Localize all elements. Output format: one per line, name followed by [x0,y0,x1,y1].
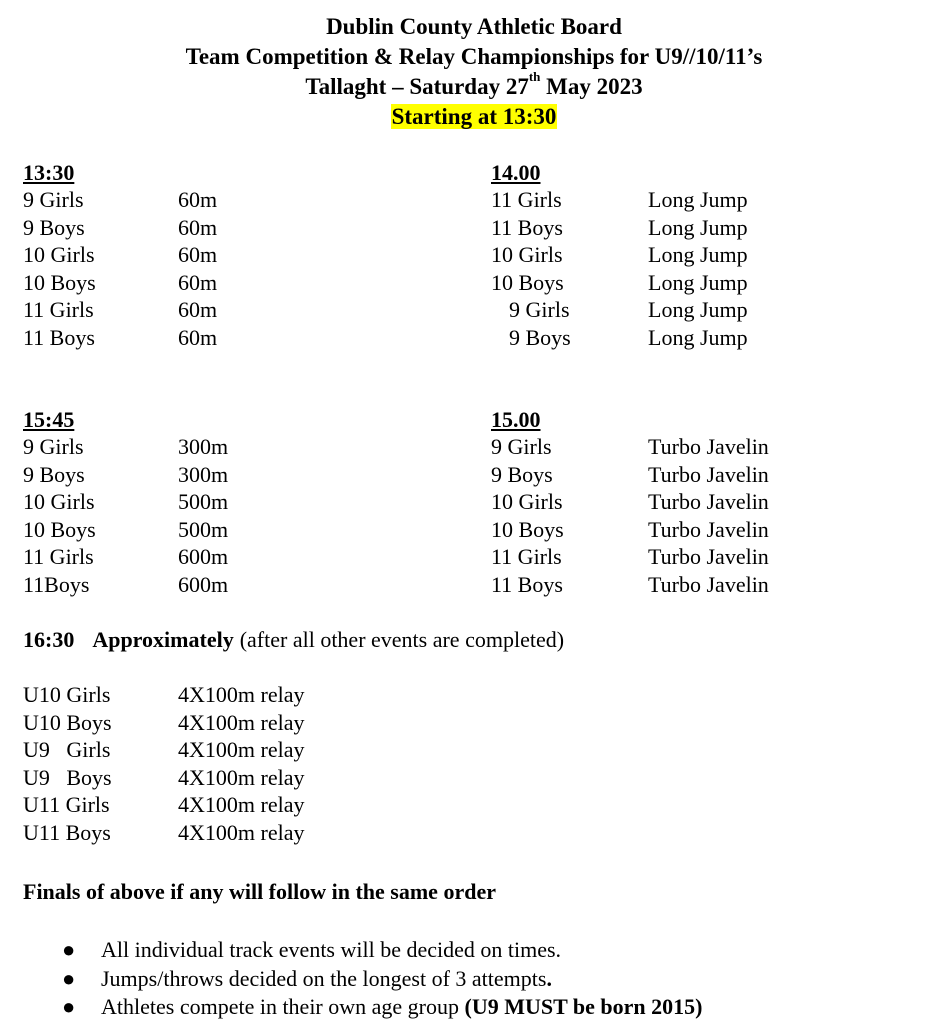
session-time: 15.00 [491,407,541,432]
schedule-row: 11Boys 600m [23,571,229,597]
relay-row: U11 Girls 4X100m relay [23,792,305,817]
schedule-row: 10 Boys 500m [23,516,229,542]
schedule-row: 11 Boys Turbo Javelin [491,571,769,597]
schedule-row: 9 Girls Long Jump [509,297,748,322]
schedule-row: 11 Girls Long Jump [491,187,748,212]
document-header [0,12,948,132]
board-title: Dublin County Athletic Board [326,14,622,39]
schedule-row: 11 Girls 60m [23,297,218,322]
session-1400 [491,159,911,351]
schedule-row: 9 Boys 300m [23,461,229,487]
championship-title: Team Competition & Relay Championships for U9//10/11’s [185,44,763,69]
session-time: 15:45 [23,407,75,432]
schedule-row: 11 Boys 60m [23,324,218,350]
schedule-row: 9 Boys 60m [23,214,218,240]
bullet-icon: ● [62,937,76,962]
start-time-highlight: Starting at 13:30 [391,104,557,129]
bullet-icon: ● [62,994,76,1019]
schedule-row: 9 Boys Turbo Javelin [491,461,769,487]
session-1500 [491,406,911,598]
finals-note: Finals of above if any will follow in the same order [23,879,496,904]
start-time [0,102,948,132]
relay-time-line [23,626,564,654]
relay-note: (after all other events are completed) [239,627,565,652]
session-1330 [23,159,443,351]
schedule-row: 10 Girls Turbo Javelin [491,489,769,514]
list-item: ● All individual track events will be decided on times. [62,937,562,962]
relay-approx: Approximately [92,627,234,652]
schedule-row: 11 Boys Long Jump [491,214,748,240]
schedule-row: 10 Girls 500m [23,489,229,514]
session-time: 13:30 [23,160,75,185]
relay-time: 16:30 [23,627,75,652]
relay-row: U10 Boys 4X100m relay [23,709,305,735]
schedule-row: 9 Girls Turbo Javelin [491,434,769,459]
venue-date: Tallaght – Saturday 27th May 2023 [305,69,643,99]
schedule-row: 9 Boys Long Jump [509,324,748,350]
session-1545 [23,406,443,598]
bullet-icon: ● [62,965,76,991]
schedule-row: 10 Boys Turbo Javelin [491,516,769,542]
list-item: ● Jumps/throws decided on the longest of 3 attempts. [62,965,552,991]
rules-list [0,936,702,1022]
session-time: 14.00 [491,160,541,185]
schedule-row: 11 Girls 600m [23,544,229,569]
relay-list [23,681,443,846]
relay-row: U9 Girls 4X100m relay [23,737,305,762]
schedule-row: 10 Boys Long Jump [491,269,748,295]
relay-row: U11 Boys 4X100m relay [23,819,305,845]
schedule-row: 9 Girls 60m [23,187,218,212]
relay-row: U9 Boys 4X100m relay [23,764,305,790]
schedule-row: 10 Girls Long Jump [491,242,748,267]
schedule-row: 9 Girls 300m [23,434,229,459]
schedule-row: 11 Girls Turbo Javelin [491,544,769,569]
relay-row: U10 Girls 4X100m relay [23,682,305,707]
list-item: ● Athletes compete in their own age group (U9 MUST be born 2015) [62,994,703,1019]
schedule-row: 10 Girls 60m [23,242,218,267]
schedule-row: 10 Boys 60m [23,269,218,295]
